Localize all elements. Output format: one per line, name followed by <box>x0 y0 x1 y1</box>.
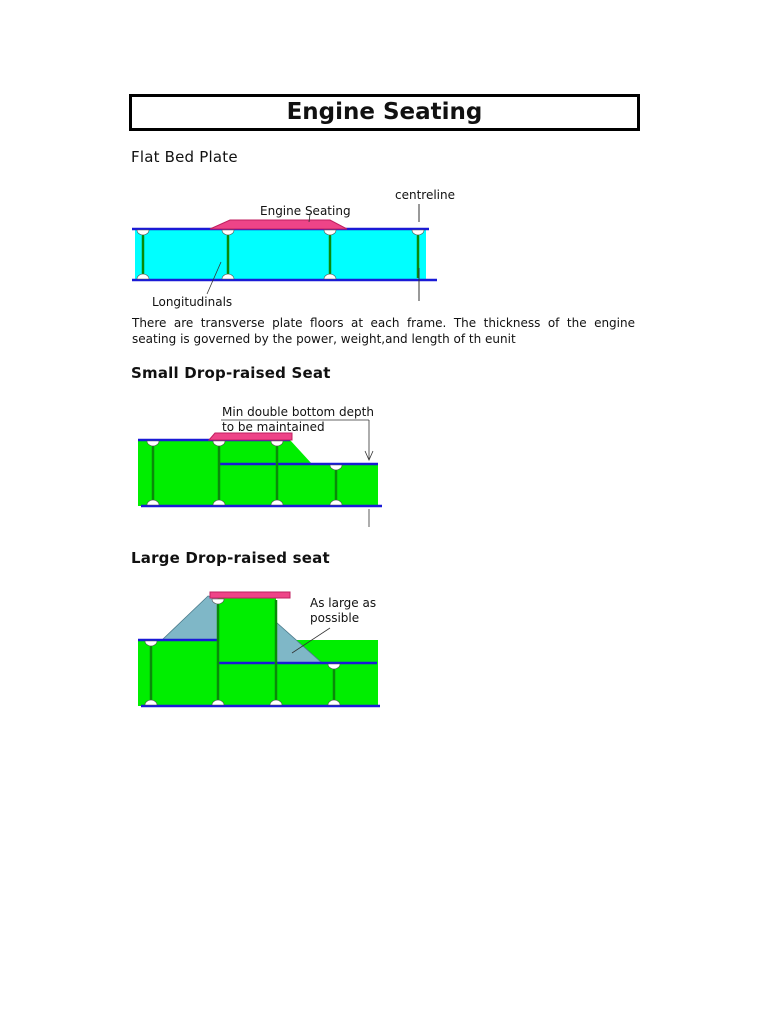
small-drop-heading: Small Drop-raised Seat <box>131 364 331 382</box>
min-depth-label-line2: to be maintained <box>222 420 325 434</box>
as-large-label-line2: possible <box>310 611 360 625</box>
flat-bed-plate-heading: Flat Bed Plate <box>131 148 238 166</box>
raised-block-fill <box>218 598 276 642</box>
bracket-left <box>162 596 218 640</box>
longitudinals-label: Longitudinals <box>152 295 233 309</box>
min-depth-label-line1: Min double bottom depth <box>222 405 374 419</box>
flat-bed-plate-description: There are transverse plate floors at each frame. The thickness of the engine seating is governed by the power, weight,and length of th eunit <box>132 316 635 346</box>
as-large-label-line1: As large as <box>310 596 377 610</box>
centreline-label: centreline <box>395 188 455 202</box>
engine-seating-label: Engine Seating <box>260 204 351 218</box>
large-drop-heading: Large Drop-raised seat <box>131 549 330 567</box>
page-title: Engine Seating <box>286 99 483 125</box>
double-bottom-fill <box>138 640 378 706</box>
engine-seating-plate <box>210 592 290 598</box>
